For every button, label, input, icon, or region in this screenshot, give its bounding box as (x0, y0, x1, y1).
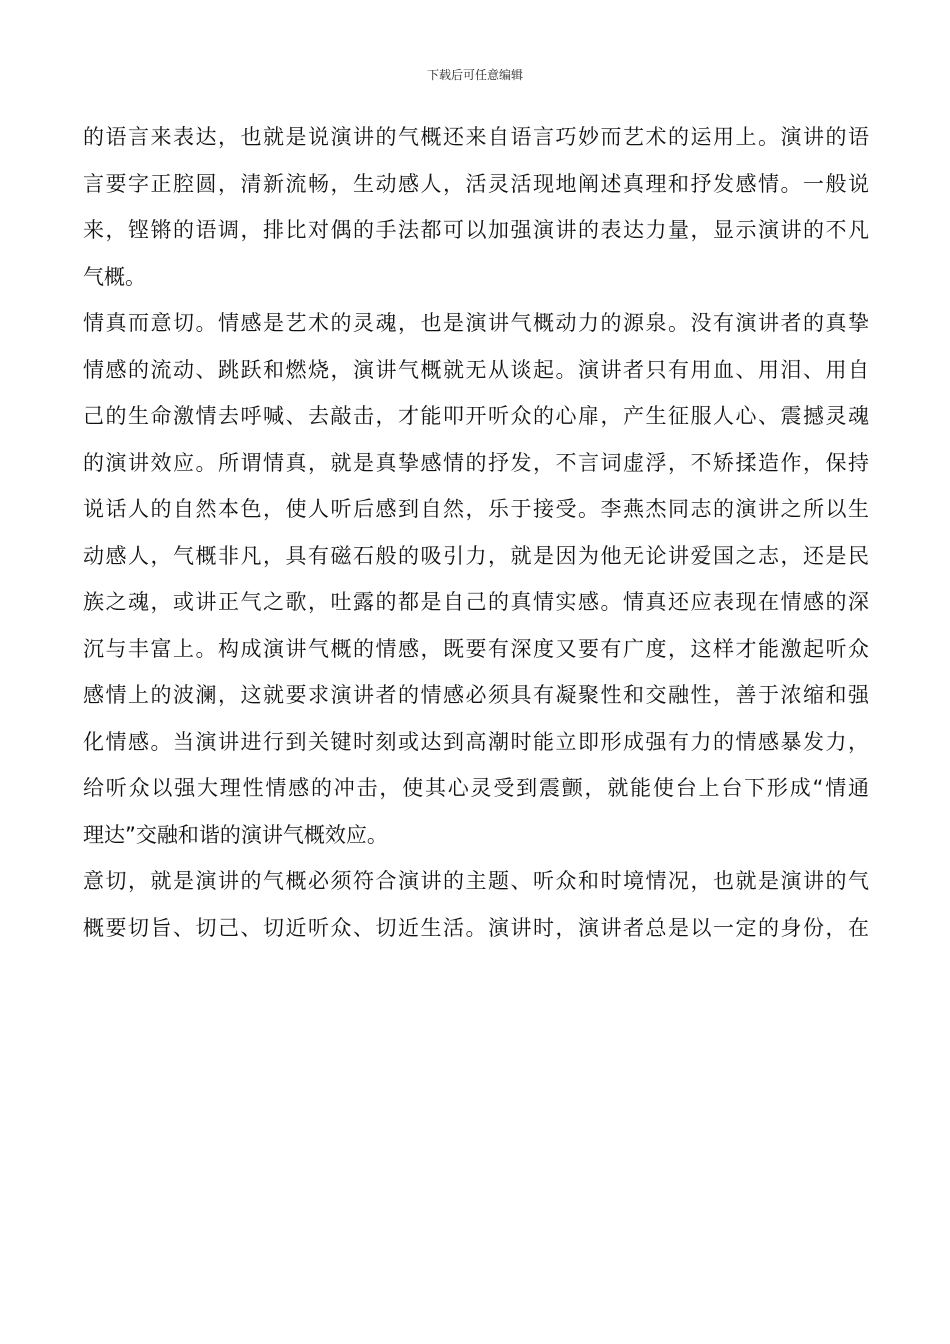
text-line: 的演讲效应。所谓情真，就是真挚感情的抒发，不言词虚浮，不矫揉造作，保持 (83, 450, 869, 475)
page-header: 下载后可任意编辑 (426, 68, 523, 82)
text-line: 情真而意切。情感是艺术的灵魂，也是演讲气概动力的源泉。没有演讲者的真挚 (83, 311, 869, 335)
text-line: 族之魂，或讲正气之歌，吐露的都是自己的真情实感。情真还应表现在情感的深 (83, 590, 869, 614)
text-line: 感情上的波澜，这就要求演讲者的情感必须具有凝聚性和交融性，善于浓缩和强 (83, 683, 869, 707)
text-line: 气概。 (83, 264, 146, 289)
text-line: 言要字正腔圆，清新流畅，生动感人，活灵活现地阐述真理和抒发感情。一般说 (83, 171, 869, 196)
text-line: 情感的流动、跳跃和燃烧，演讲气概就无从谈起。演讲者只有用血、用泪、用自 (83, 357, 869, 382)
text-line: 己的生命激情去呼喊、去敲击，才能叩开听众的心扉，产生征服人心、震撼灵魂 (83, 404, 869, 428)
text-line: 动感人，气概非凡，具有磁石般的吸引力，就是因为他无论讲爱国之志，还是民 (83, 543, 869, 568)
text-line: 给听众以强大理性情感的冲击，使其心灵受到震颤，就能使台上台下形成“情通 (83, 776, 869, 800)
text-line: 来，铿锵的语调，排比对偶的手法都可以加强演讲的表达力量，显示演讲的不凡 (83, 218, 869, 242)
text-line: 沉与丰富上。构成演讲气概的情感，既要有深度又要有广度，这样才能激起听众 (83, 636, 869, 661)
text-line: 说话人的自然本色，使人听后感到自然，乐于接受。李燕杰同志的演讲之所以生 (83, 497, 869, 521)
text-line: 概要切旨、切己、切近听众、切近生活。演讲时，演讲者总是以一定的身份，在 (83, 915, 869, 940)
text-line: 的语言来表达，也就是说演讲的气概还来自语言巧妙而艺术的运用上。演讲的语 (83, 125, 869, 149)
text-line: 化情感。当演讲进行到关键时刻或达到高潮时能立即形成强有力的情感暴发力， (83, 729, 869, 754)
text-line: 意切，就是演讲的气概必须符合演讲的主题、听众和时境情况，也就是演讲的气 (83, 869, 869, 893)
document-body (83, 114, 869, 951)
text-line: 理达”交融和谐的演讲气概效应。 (83, 822, 388, 847)
